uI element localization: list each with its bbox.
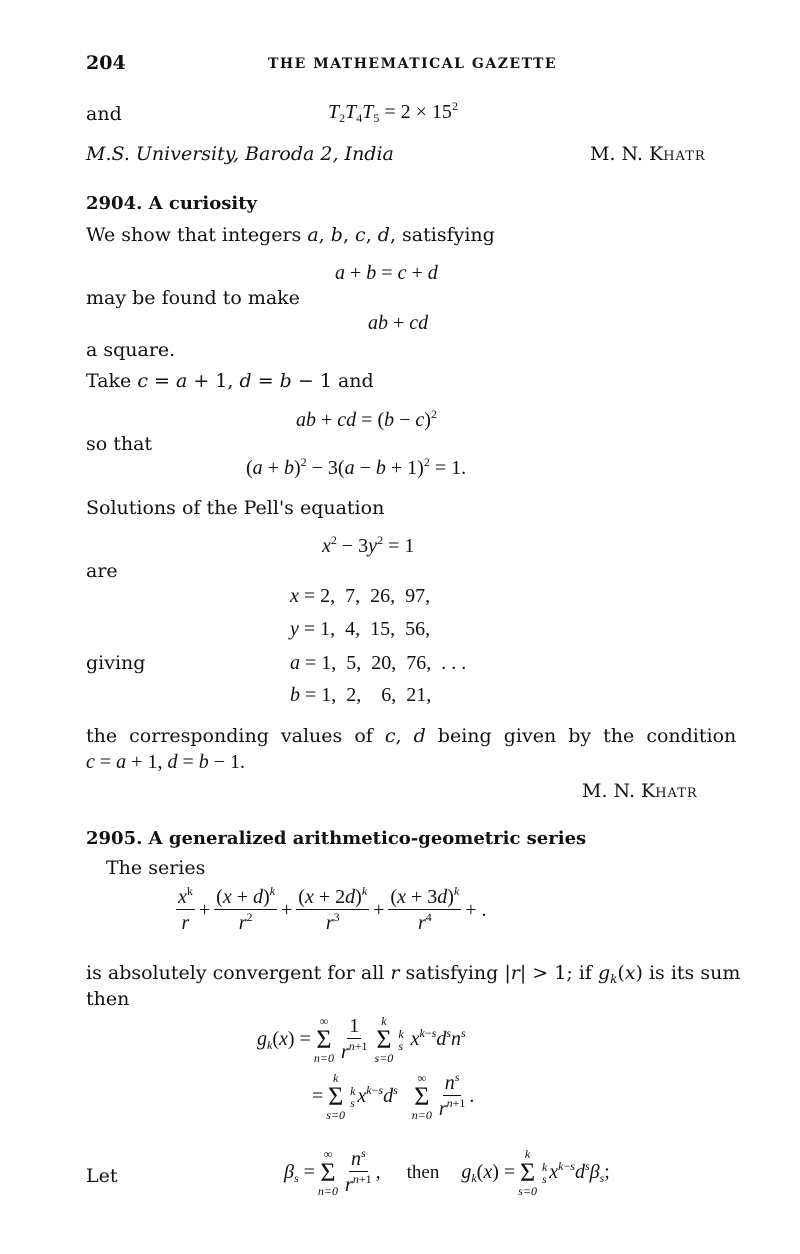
take-line: Take c = a + 1, d = b − 1 and — [86, 370, 374, 392]
gk-equation-line-1: $g_k(x)$ = ∞ Σ n=0 $\frac{1}{r^{n+1}}$ k Σ s=0 k s $x^{k-s}d^sn^s$ — [257, 1014, 466, 1065]
solutions-x: x = 2, 7, 26, 97, — [290, 585, 431, 607]
equation-ab-cd: ab + cd — [368, 312, 429, 334]
closing-line-1: the corresponding values of c, d being given by the condition — [86, 725, 737, 747]
running-title: THE MATHEMATICAL GAZETTE — [268, 56, 558, 72]
affiliation: M.S. University, Baroda 2, India — [86, 143, 394, 165]
text-so-that: so that — [86, 433, 153, 455]
derived-b: b = 1, 2, 6, 21, — [290, 684, 432, 706]
text-are: are — [86, 560, 118, 582]
equation-ab-cd-square: ab + cd = $(b - c)^2$ — [296, 407, 437, 431]
note-2905-heading: 2905. A generalized arithmetico-geometric series — [86, 828, 587, 849]
series-tail: + . — [465, 899, 487, 921]
note-2905-intro: The series — [106, 857, 206, 879]
solutions-y: y = 1, 4, 15, 56, — [290, 618, 431, 640]
text-giving: giving — [86, 652, 146, 674]
derived-a: a = 1, 5, 20, 76, . . . — [290, 652, 467, 674]
note-2904-heading: 2904. A curiosity — [86, 193, 257, 214]
text-then-inline: then — [406, 1161, 440, 1183]
gk-equation-line-2: = k Σ s=0 k s $x^{k-s}d^s$ ∞ Σ n=0 $\frac{n^s}{r^{n+1}}$ . — [312, 1070, 475, 1122]
series-term-2: $\frac{(x + d)^k}{r^2}$ — [216, 884, 276, 934]
closing-line-2: c = a + 1, d = b − 1. — [86, 751, 246, 773]
note-2904-intro: We show that integers a, b, c, d, satisfying — [86, 224, 495, 246]
text-then: then — [86, 988, 130, 1010]
lead-word-and: and — [86, 103, 122, 125]
text-solutions-pell: Solutions of the Pell's equation — [86, 497, 385, 519]
text-a-square: a square. — [86, 339, 176, 361]
text-let: Let — [86, 1165, 118, 1187]
series-expression: $\frac{x^k}{r}$ + $\frac{(x + d)^k}{r^2}$ + $\frac{(x + 2d)^k}{r^3}$ + $\frac{(x + 3d)^k}{r^4}$ + . — [178, 884, 487, 934]
series-term-4: $\frac{(x + 3d)^k}{r^4}$ — [390, 884, 460, 934]
equation-pell: $x^2 - 3y^2 = 1$ — [322, 533, 415, 557]
sum-s-operator: k Σ s=0 — [374, 1014, 394, 1065]
series-term-1: $\frac{x^k}{r}$ — [178, 884, 193, 934]
sum-n-operator: ∞ Σ n=0 — [313, 1014, 334, 1065]
beta-definition: $\beta_s$ = ∞ Σ n=0 $\frac{n^s}{r^{n+1}}$ , then $g_k(x)$ = k Σ s=0 k s $x^{k-s}d^s\beta_s$; — [284, 1146, 610, 1198]
equation-t2t4t5: $T_2T_4T_5 = 2 \times 15^2$ — [328, 99, 458, 125]
equation-pell-form: $(a + b)^2 - 3(a - b + 1)^2 = 1$. — [246, 455, 467, 479]
author-signature: M. N. Khatr — [590, 143, 706, 165]
convergence-line: is absolutely convergent for all r satisfying |r| > 1; if $g_k(x)$ is its sum — [86, 962, 741, 986]
equation-sum-equal: a + b = c + d — [335, 262, 438, 284]
author-signature-2904: M. N. Khatr — [582, 780, 698, 802]
series-term-3: $\frac{(x + 2d)^k}{r^3}$ — [298, 884, 368, 934]
text-may-be-found: may be found to make — [86, 287, 300, 309]
page-number: 204 — [86, 52, 126, 74]
